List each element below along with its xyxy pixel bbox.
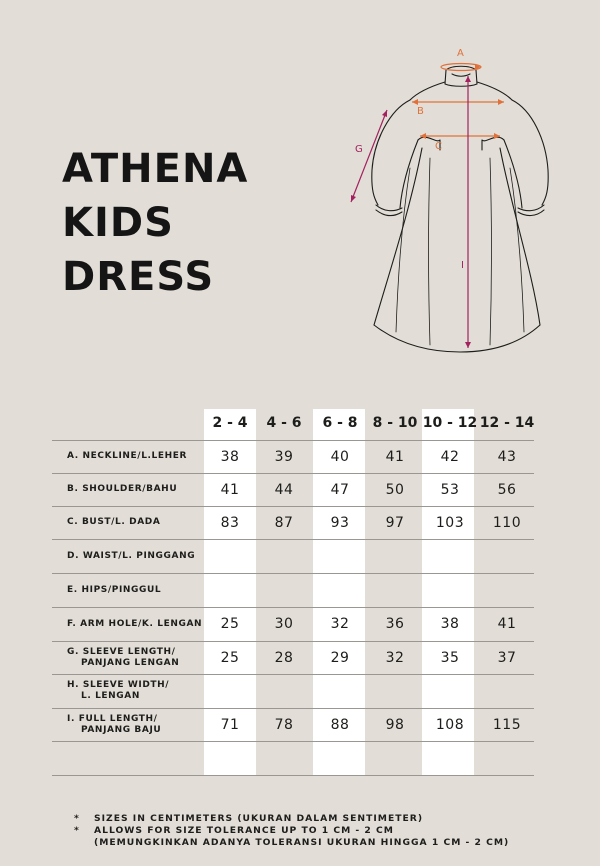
measurement-label-line: A. NECKLINE/L.LEHER: [67, 451, 188, 461]
note-line-3: (MEMUNGKINKAN ADANYA TOLERANSI UKURAN HINGGA 1 CM - 2 CM): [94, 837, 510, 848]
size-header: 8 - 10: [372, 415, 418, 431]
label-c: C: [435, 141, 442, 152]
title-line-2: KIDS: [62, 200, 174, 246]
measurement-label: [67, 619, 202, 630]
measurement-value: 56: [497, 481, 517, 498]
measurement-value: 30: [274, 616, 294, 632]
table-divider: [52, 741, 534, 742]
title-line-1: ATHENA: [62, 146, 249, 192]
size-header: 6 - 8: [322, 415, 358, 431]
measurement-value: 36: [385, 616, 405, 632]
measurement-value: 41: [220, 481, 240, 498]
size-header: 4 - 6: [266, 415, 302, 431]
table-divider: [52, 573, 534, 574]
measurement-label: [67, 551, 195, 562]
measurement-label-line: PANJANG BAJU: [81, 724, 162, 735]
measurement-value: 98: [385, 716, 405, 733]
measurement-label: [67, 517, 160, 528]
label-b: B: [417, 106, 424, 117]
measurement-value: 28: [274, 649, 294, 666]
measurement-value: 38: [220, 448, 240, 465]
measurement-value: 78: [274, 716, 294, 733]
measurement-label: [67, 585, 161, 596]
measurement-value: 40: [330, 448, 350, 465]
measurement-label: [67, 484, 177, 495]
table-divider: [52, 641, 534, 642]
measurement-value: 110: [492, 514, 522, 531]
table-divider: [52, 506, 534, 507]
table-divider: [52, 473, 534, 474]
measurement-value: 37: [497, 649, 517, 666]
measurement-label: [67, 680, 169, 702]
label-i: I: [461, 260, 464, 271]
measurement-value: 32: [385, 649, 405, 666]
measurement-label: [67, 647, 179, 669]
measurement-value: 25: [220, 616, 240, 632]
measurement-label-line: F. ARM HOLE/K. LENGAN: [67, 618, 203, 629]
table-divider: [52, 708, 534, 709]
note-bullet-1: *: [74, 813, 80, 824]
measurement-label-line: B. SHOULDER/BAHU: [67, 484, 178, 494]
label-g: G: [355, 144, 363, 155]
size-header: 10 - 12: [422, 415, 478, 431]
footnotes: [74, 813, 509, 849]
measurement-value: 93: [330, 514, 350, 531]
measurement-value: 35: [440, 649, 460, 666]
measurement-value: 38: [440, 616, 460, 632]
table-divider: [52, 607, 534, 608]
table-divider: [52, 539, 534, 540]
measurement-label: [67, 714, 161, 736]
measurement-value: 97: [385, 514, 405, 531]
measurement-value: 88: [330, 716, 350, 733]
size-header: 2 - 4: [212, 415, 248, 431]
measurement-value: 71: [220, 716, 240, 733]
measurement-label-line: D. WAIST/L. PINGGANG: [67, 550, 196, 561]
table-divider: [52, 440, 534, 441]
note-line-1: SIZES IN CENTIMETERS (UKURAN DALAM SENTIMETER): [94, 813, 424, 824]
measurement-value: 83: [220, 514, 240, 531]
measurement-value: 115: [492, 716, 522, 733]
note-line-2: ALLOWS FOR SIZE TOLERANCE UP TO 1 CM - 2 CM: [94, 825, 394, 836]
measurement-label-line: PANJANG LENGAN: [81, 657, 180, 668]
measurement-value: 108: [435, 716, 465, 733]
measurement-label-line: H. SLEEVE WIDTH/: [67, 680, 170, 690]
measurement-value: 103: [435, 514, 465, 531]
measurement-label-line: G. SLEEVE LENGTH/: [67, 646, 176, 657]
measurement-value: 25: [220, 649, 240, 666]
measurement-value: 53: [440, 481, 460, 498]
dress-measurement-diagram: [340, 40, 570, 360]
measurement-label: [67, 451, 187, 462]
measurement-label-line: C. BUST/L. DADA: [67, 517, 161, 527]
title-line-3: DRESS: [62, 254, 215, 300]
measurement-label-line: E. HIPS/PINGGUL: [67, 584, 162, 595]
size-header: 12 - 14: [479, 415, 535, 431]
measurement-value: 39: [274, 448, 294, 465]
product-title: [62, 142, 248, 304]
measurement-value: 29: [330, 649, 350, 666]
measurement-label-line: I. FULL LENGTH/: [67, 713, 158, 724]
measurement-value: 87: [274, 514, 294, 531]
measurement-value: 42: [440, 448, 460, 465]
table-divider: [52, 674, 534, 675]
measurement-value: 32: [330, 616, 350, 632]
note-bullet-2: *: [74, 825, 80, 836]
table-divider: [52, 775, 534, 776]
measurement-label-line: L. LENGAN: [81, 691, 140, 701]
measurement-value: 44: [274, 481, 294, 498]
measurement-value: 41: [497, 616, 517, 632]
measurement-value: 47: [330, 481, 350, 498]
measurement-value: 50: [385, 481, 405, 498]
label-a: A: [457, 48, 464, 59]
measurement-value: 41: [385, 448, 405, 465]
measurement-value: 43: [497, 448, 517, 465]
